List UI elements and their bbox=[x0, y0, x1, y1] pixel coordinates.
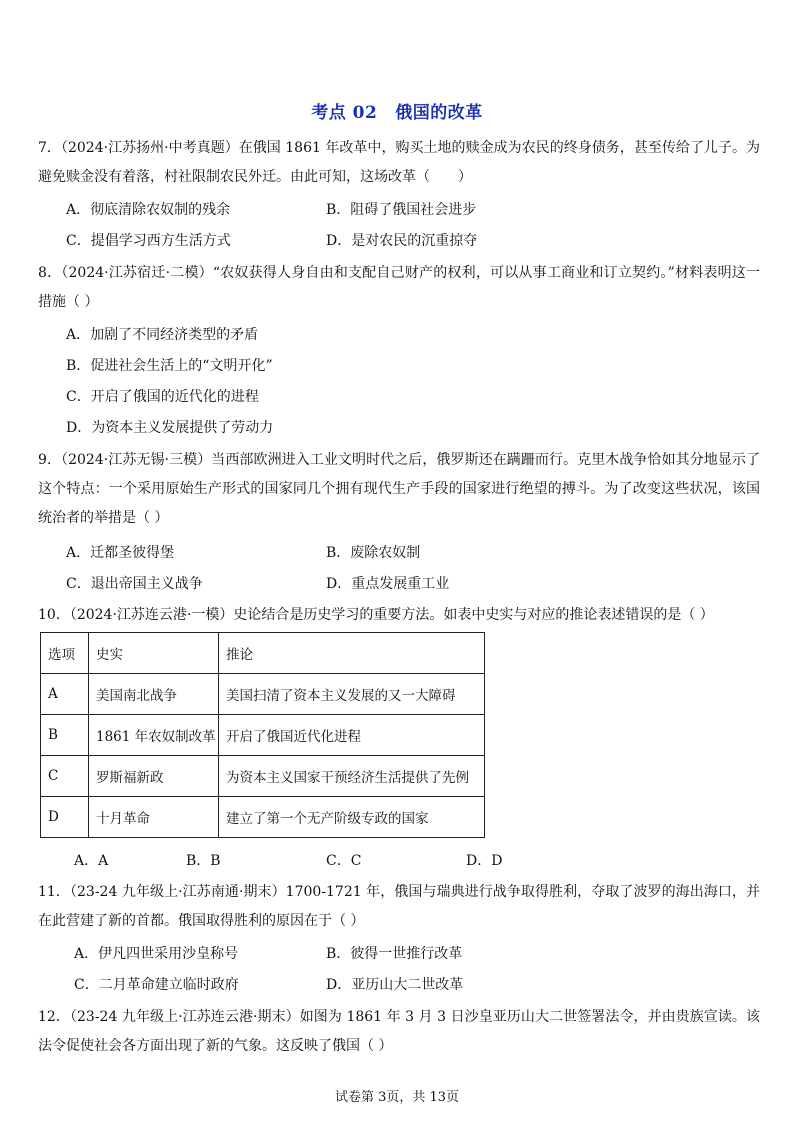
table-cell: B bbox=[41, 715, 89, 756]
table-row bbox=[41, 797, 485, 838]
page-footer: 试卷第 3页，共 13页 bbox=[334, 1090, 460, 1105]
q7-option-c[interactable]: C．提倡学习西方生活方式 bbox=[66, 233, 231, 249]
table-cell: A bbox=[41, 674, 89, 715]
table-header-cell: 史实 bbox=[89, 633, 219, 674]
section-title bbox=[0, 98, 794, 123]
q11-option-a[interactable]: A．伊凡四世采用沙皇称号 bbox=[74, 946, 239, 962]
table-cell: 1861 年农奴制改革 bbox=[89, 715, 219, 756]
q9-option-c[interactable]: C．退出帝国主义战争 bbox=[66, 576, 203, 592]
table-cell: 开启了俄国近代化进程 bbox=[219, 715, 485, 756]
question-12-stem: 12．（23-24 九年级上·江苏连云港·期末）如图为 1861 年 3 月 3 日沙皇亚历山大二世签署法令，并由贵族宣读。该法令促使社会各方面出现了新的气象。这反映了俄国（ ） bbox=[38, 1009, 760, 1054]
q8-option-b[interactable]: B．促进社会生活上的“文明开化” bbox=[66, 358, 273, 374]
table-cell: 罗斯福新政 bbox=[89, 756, 219, 797]
q9-option-d[interactable]: D．重点发展重工业 bbox=[326, 576, 450, 592]
question-10-stem: 10．（2024·江苏连云港·一模）史论结合是历史学习的重要方法。如表中史实与对应的推论表述错误的是（ ） bbox=[38, 607, 714, 623]
table-header-row bbox=[41, 633, 485, 674]
question-11-stem: 11．（23-24 九年级上·江苏南通·期末）1700-1721 年，俄国与瑞典进行战争取得胜利，夺取了波罗的海出海口，并在此营建了新的首都。俄国取得胜利的原因在于（ ） bbox=[38, 884, 760, 929]
table-cell: 美国南北战争 bbox=[89, 674, 219, 715]
section-name: 俄国的改革 bbox=[395, 103, 483, 123]
q8-option-d[interactable]: D．为资本主义发展提供了劳动力 bbox=[66, 420, 274, 436]
table-cell: 建立了第一个无产阶级专政的国家 bbox=[219, 797, 485, 838]
q8-option-c[interactable]: C．开启了俄国的近代化的进程 bbox=[66, 389, 259, 405]
q8-option-a[interactable]: A．加剧了不同经济类型的矛盾 bbox=[66, 327, 259, 343]
q10-option-b[interactable]: B．B bbox=[186, 853, 221, 869]
q11-option-c[interactable]: C．二月革命建立临时政府 bbox=[74, 977, 239, 993]
history-table bbox=[40, 632, 485, 838]
table-cell: D bbox=[41, 797, 89, 838]
q11-option-b[interactable]: B．彼得一世推行改革 bbox=[326, 946, 463, 962]
q9-option-b[interactable]: B．废除农奴制 bbox=[326, 545, 421, 561]
table-cell: C bbox=[41, 756, 89, 797]
table-cell: 美国扫清了资本主义发展的又一大障碍 bbox=[219, 674, 485, 715]
q10-option-d[interactable]: D．D bbox=[466, 853, 503, 869]
q7-option-b[interactable]: B．阻碍了俄国社会进步 bbox=[326, 202, 477, 218]
q9-option-a[interactable]: A．迁都圣彼得堡 bbox=[66, 545, 175, 561]
table-row bbox=[41, 674, 485, 715]
question-8-stem: 8．（2024·江苏宿迁·二模）“农奴获得人身自由和支配自己财产的权利，可以从事工商业和订立契约。”材料表明这一措施（ ） bbox=[38, 265, 760, 310]
table-row bbox=[41, 756, 485, 797]
table-cell: 为资本主义国家干预经济生活提供了先例 bbox=[219, 756, 485, 797]
question-7-stem: 7．（2024·江苏扬州·中考真题）在俄国 1861 年改革中，购买土地的赎金成为农民的终身债务，甚至传给了儿子。为避免赎金没有着落，村社限制农民外迁。由此可知，这场改革（ ） bbox=[38, 140, 760, 185]
table-cell: 十月革命 bbox=[89, 797, 219, 838]
section-code: 考点 02 bbox=[311, 103, 378, 123]
q11-option-d[interactable]: D．亚历山大二世改革 bbox=[326, 977, 464, 993]
q7-option-a[interactable]: A．彻底清除农奴制的残余 bbox=[66, 202, 231, 218]
question-9-stem: 9．（2024·江苏无锡·三模）当西部欧洲进入工业文明时代之后，俄罗斯还在蹒跚而行。克里木战争恰如其分地显示了这个特点：一个采用原始生产形式的国家同几个拥有现代生产手段的国家进行绝望的搏斗。为了改变这些状况，该国统治者的举措是（ ） bbox=[38, 452, 760, 526]
table-header-cell: 推论 bbox=[219, 633, 485, 674]
q7-option-d[interactable]: D．是对农民的沉重掠夺 bbox=[326, 233, 478, 249]
table-row bbox=[41, 715, 485, 756]
q10-option-c[interactable]: C．C bbox=[326, 853, 362, 869]
q10-option-a[interactable]: A．A bbox=[74, 853, 109, 869]
table-header-cell: 选项 bbox=[41, 633, 89, 674]
